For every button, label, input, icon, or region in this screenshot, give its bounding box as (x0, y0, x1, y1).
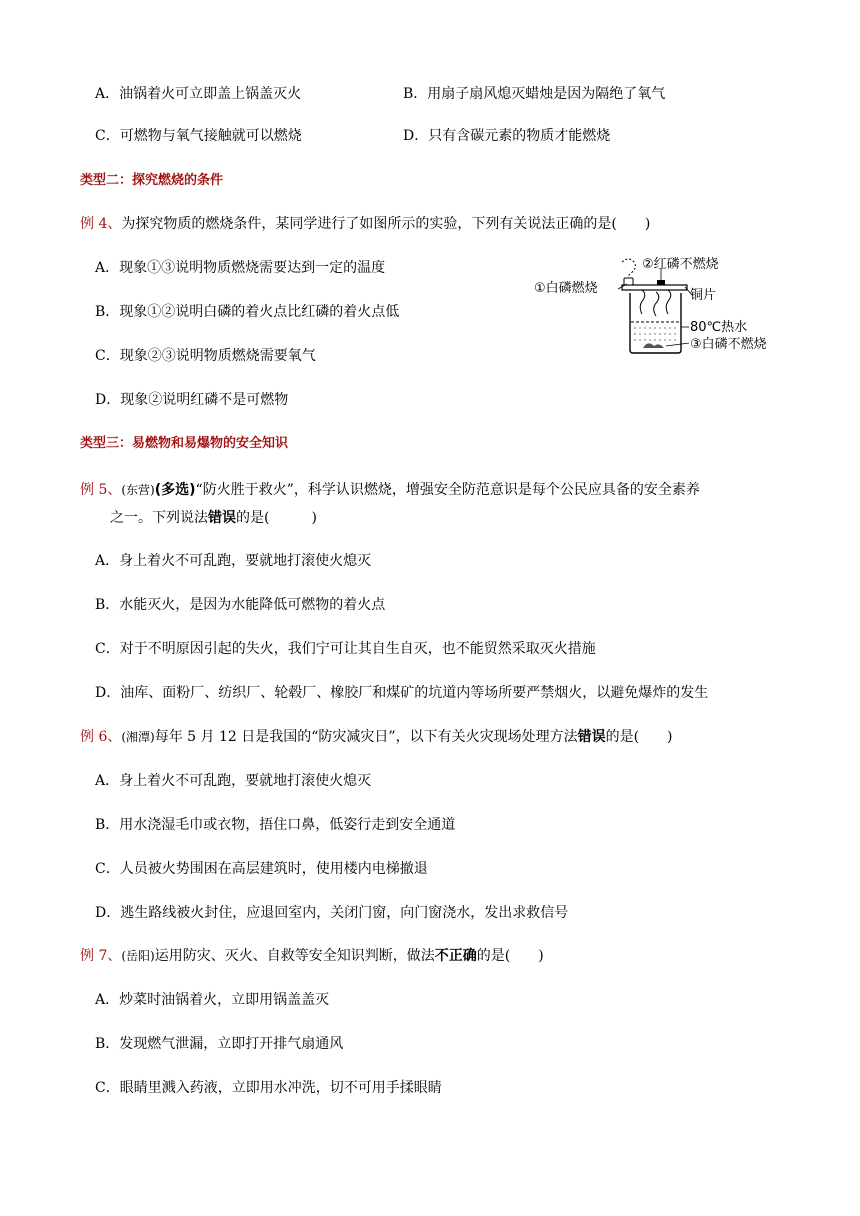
copper-plate (622, 285, 687, 290)
ex6-question (80, 727, 673, 747)
ex7-stem-a: 运用防灾、灭火、自救等安全知识判断，做法 (154, 948, 435, 964)
white-phosphorus (624, 278, 633, 285)
figure-label-3: ③白磷不燃烧 (690, 337, 767, 352)
ex7-option-c: C．眼睛里溅入药液，立即用水冲洗，切不可用手揉眼睛 (95, 1080, 442, 1096)
ex4-option-c: C．现象②③说明物质燃烧需要氧气 (95, 348, 316, 364)
ex6-stem-c: 的是( ) (605, 729, 673, 745)
figure-label-1: ①白磷燃烧 (534, 281, 598, 296)
ex5-option-d: D．油库、面粉厂、纺织厂、轮毂厂、橡胶厂和煤矿的坑道内等场所要严禁烟火，以避免爆炸的发生 (95, 685, 709, 701)
ex7-label: 例 7、 (80, 948, 122, 964)
ex5-source: (东营) (121, 483, 155, 497)
ex7-option-a: A．炒菜时油锅着火，立即用锅盖盖灭 (95, 992, 330, 1008)
ex7-stem-c: 的是( ) (476, 948, 544, 964)
ex4-option-d: D．现象②说明红磷不是可燃物 (95, 392, 289, 408)
beaker (630, 293, 681, 353)
ex5-stem-1: “防火胜于救火”，科学认识燃烧，增强安全防范意识是每个公民应具备的安全素养 (195, 482, 700, 498)
ex5-label: 例 5、 (80, 482, 122, 498)
q3-option-c: C．可燃物与氧气接触就可以燃烧 (95, 128, 302, 144)
ex7-stem-b: 不正确 (434, 948, 477, 964)
type3-heading: 类型三：易燃物和易爆物的安全知识 (80, 436, 289, 451)
ex7-option-b: B．发现燃气泄漏，立即打开排气扇通风 (95, 1036, 344, 1052)
ex7-question (80, 946, 544, 966)
ex5-stem-2a: 之一。下列说法 (110, 510, 208, 526)
figure-label-water: 80℃热水 (690, 320, 748, 335)
ex6-stem-b: 错误 (577, 729, 606, 745)
underwater-phosphorus (643, 343, 664, 348)
leader-line (666, 343, 689, 346)
ex4-label: 例 4、 (80, 216, 122, 232)
ex5-stem-2c: 的是( ) (236, 510, 317, 526)
ex6-option-c: C．人员被火势围困在高层建筑时，使用楼内电梯撤退 (95, 861, 428, 877)
experiment-figure (530, 254, 780, 358)
ex5-stem-2b: 错误 (208, 510, 236, 526)
ex5-option-b: B．水能灭火，是因为水能降低可燃物的着火点 (95, 597, 386, 613)
figure-label-copper: 铜片 (690, 288, 717, 303)
figure-label-2: ②红磷不燃烧 (642, 257, 719, 272)
ex5-question-cont (110, 508, 317, 528)
ex4-option-a: A．现象①③说明物质燃烧需要达到一定的温度 (95, 260, 386, 276)
heat-wave-icon (640, 290, 645, 314)
type2-heading: 类型二：探究燃烧的条件 (80, 173, 224, 188)
heat-wave-icon (654, 292, 659, 316)
q3-option-a: A．油锅着火可立即盖上锅盖灭火 (95, 86, 302, 102)
ex5-option-c: C．对于不明原因引起的失火，我们宁可让其自生自灭，也不能贸然采取灭火措施 (95, 641, 596, 657)
ex5-option-a: A．身上着火不可乱跑，要就地打滚使火熄灭 (95, 553, 372, 569)
heat-wave-icon (666, 290, 671, 314)
ex5-multi: (多选) (154, 482, 196, 498)
q3-option-b: B．用扇子扇风熄灭蜡烛是因为隔绝了氧气 (403, 86, 666, 102)
ex6-option-a: A．身上着火不可乱跑，要就地打滚使火熄灭 (95, 773, 372, 789)
ex6-stem-a: 每年 5 月 12 日是我国的“防灾减灾日”，以下有关火灾现场处理方法 (154, 729, 578, 745)
ex4-stem: 为探究物质的燃烧条件，某同学进行了如图所示的实验，下列有关说法正确的是( ) (121, 216, 651, 232)
ex7-source: (岳阳) (121, 949, 155, 963)
ex6-option-d: D．逃生路线被火封住，应退回室内，关闭门窗，向门窗浇水，发出求救信号 (95, 905, 569, 921)
ex6-label: 例 6、 (80, 729, 122, 745)
ex6-source: (湘潭) (121, 730, 155, 744)
q3-option-d: D．只有含碳元素的物质才能燃烧 (403, 128, 611, 144)
ex4-option-b: B．现象①②说明白磷的着火点比红磷的着火点低 (95, 304, 400, 320)
ex4-question (80, 214, 650, 234)
red-phosphorus (657, 280, 665, 285)
ex5-question (80, 480, 700, 500)
ex6-option-b: B．用水浇湿毛巾或衣物，捂住口鼻，低姿行走到安全通道 (95, 817, 456, 833)
